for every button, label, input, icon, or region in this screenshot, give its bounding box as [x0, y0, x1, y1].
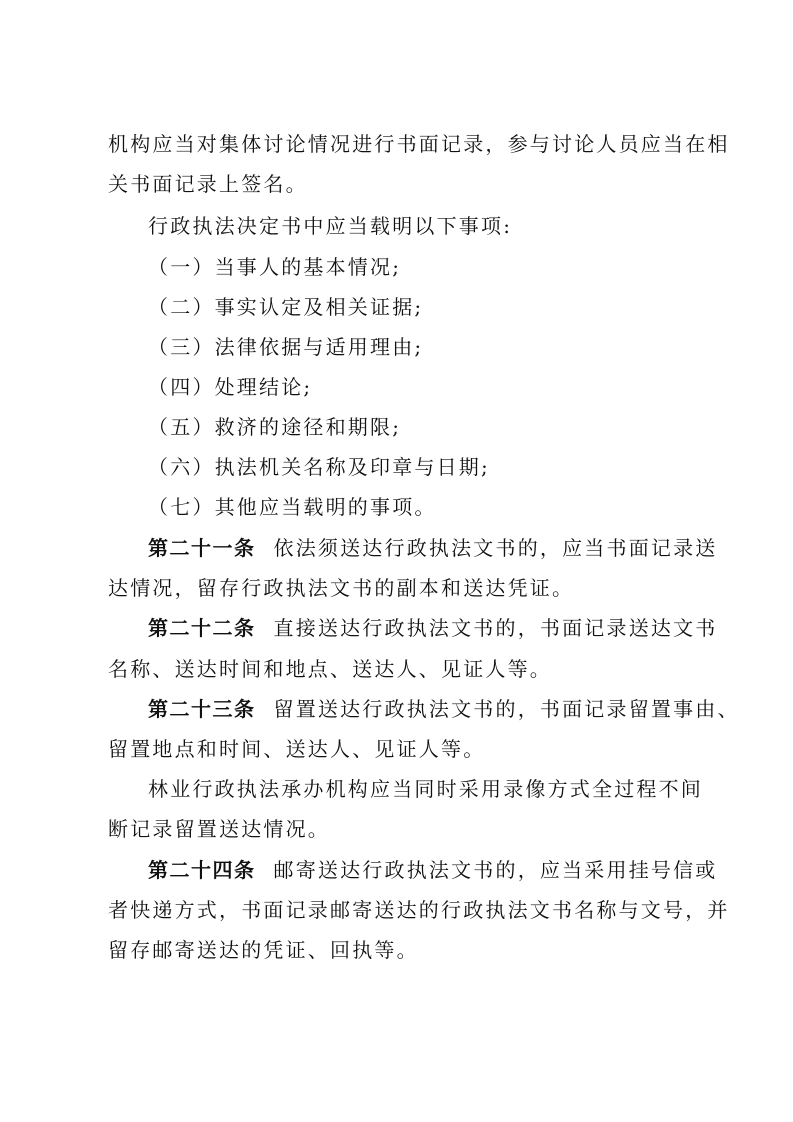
list-item: （五）救济的途径和期限;	[148, 415, 402, 439]
article-21-line2: 达情况，留存行政执法文书的副本和送达凭证。	[108, 576, 575, 600]
paragraph-line: 机构应当对集体讨论情况进行书面记录，参与讨论人员应当在相	[108, 132, 730, 156]
list-item: （一）当事人的基本情况;	[148, 255, 402, 279]
article-24-line	[148, 858, 718, 882]
article-23-para2-line2: 断记录留置送达情况。	[108, 817, 330, 841]
article-22-line	[148, 616, 718, 640]
article-number: 第二十二条	[148, 616, 256, 640]
list-item: （二）事实认定及相关证据;	[148, 295, 424, 319]
decision-intro: 行政执法决定书中应当载明以下事项:	[148, 214, 513, 238]
article-number: 第二十四条	[148, 858, 256, 882]
paragraph-line: 关书面记录上签名。	[108, 172, 308, 196]
article-text: 留置送达行政执法文书的，书面记录留置事由、	[273, 697, 740, 721]
article-23-line2: 留置地点和时间、送达人、见证人等。	[108, 737, 486, 761]
article-text: 邮寄送达行政执法文书的，应当采用挂号信或	[273, 858, 718, 882]
list-item: （四）处理结论;	[148, 375, 313, 399]
article-number: 第二十三条	[148, 697, 256, 721]
article-23-line	[148, 697, 740, 721]
article-text: 直接送达行政执法文书的，书面记录送达文书	[273, 616, 718, 640]
list-item: （三）法律依据与适用理由;	[148, 335, 424, 359]
article-21-line	[148, 536, 718, 560]
article-number: 第二十一条	[148, 536, 256, 560]
article-24-line3: 留存邮寄送达的凭证、回执等。	[108, 938, 419, 962]
article-22-line2: 名称、送达时间和地点、送达人、见证人等。	[108, 657, 552, 681]
article-23-para2-line1: 林业行政执法承办机构应当同时采用录像方式全过程不间	[148, 777, 703, 801]
list-item: （六）执法机关名称及印章与日期;	[148, 455, 490, 479]
list-item: （七）其他应当载明的事项。	[148, 495, 437, 519]
article-text: 依法须送达行政执法文书的，应当书面记录送	[273, 536, 718, 560]
article-24-line2: 者快递方式，书面记录邮寄送达的行政执法文书名称与文号，并	[108, 898, 730, 922]
